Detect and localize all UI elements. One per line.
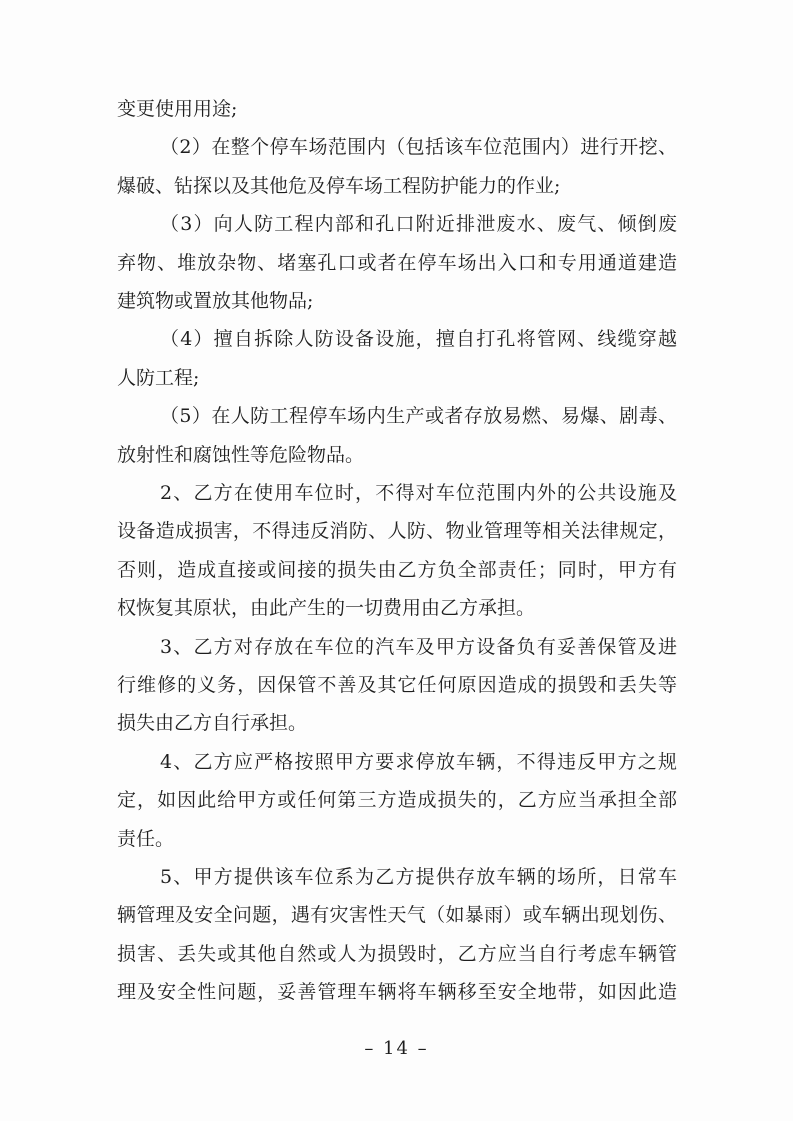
- text-line: （3）向人防工程内部和孔口附近排泄废水、废气、倾倒废: [160, 213, 677, 235]
- text-line: 辆管理及安全问题，遇有灾害性天气（如暴雨）或车辆出现划伤、: [117, 904, 677, 926]
- text-line: 损害、丢失或其他自然或人为损毁时，乙方应当自行考虑车辆管: [117, 943, 677, 965]
- page-number: – 14 –: [364, 1038, 429, 1059]
- text-line: （5）在人防工程停车场内生产或者存放易燃、易爆、剧毒、: [160, 405, 677, 427]
- text-line: 行维修的义务，因保管不善及其它任何原因造成的损毁和丢失等: [117, 674, 677, 696]
- text-line: 定，如因此给甲方或任何第三方造成损失的，乙方应当承担全部: [117, 789, 677, 811]
- text-line: 理及安全性问题，妥善管理车辆将车辆移至安全地带，如因此造: [117, 981, 677, 1003]
- text-line: 爆破、钻探以及其他危及停车场工程防护能力的作业;: [117, 175, 561, 197]
- text-line: （4）擅自拆除人防设备设施，擅自打孔将管网、线缆穿越: [160, 328, 677, 350]
- text-line: 弃物、堆放杂物、堵塞孔口或者在停车场出入口和专用通道建造: [117, 252, 677, 274]
- text-line: 4、乙方应严格按照甲方要求停放车辆，不得违反甲方之规: [160, 751, 677, 773]
- text-line: 2、乙方在使用车位时，不得对车位范围内外的公共设施及: [160, 482, 677, 504]
- text-line: 建筑物或置放其他物品;: [117, 290, 314, 312]
- text-line: 权恢复其原状，由此产生的一切费用由乙方承担。: [117, 597, 536, 619]
- text-line: 变更使用用途;: [117, 98, 238, 120]
- text-line: 损失由乙方自行承担。: [117, 712, 308, 734]
- text-line: 责任。: [117, 828, 175, 850]
- text-line: （2）在整个停车场范围内（包括该车位范围内）进行开挖、: [160, 136, 677, 158]
- text-line: 3、乙方对存放在车位的汽车及甲方设备负有妥善保管及进: [160, 636, 677, 658]
- text-line: 否则，造成直接或间接的损失由乙方负全部责任；同时，甲方有: [117, 559, 677, 581]
- text-line: 设备造成损害，不得违反消防、人防、物业管理等相关法律规定，: [117, 520, 677, 542]
- text-line: 放射性和腐蚀性等危险物品。: [117, 444, 365, 466]
- text-line: 人防工程;: [117, 367, 200, 389]
- text-line: 5、甲方提供该车位系为乙方提供存放车辆的场所，日常车: [160, 866, 677, 888]
